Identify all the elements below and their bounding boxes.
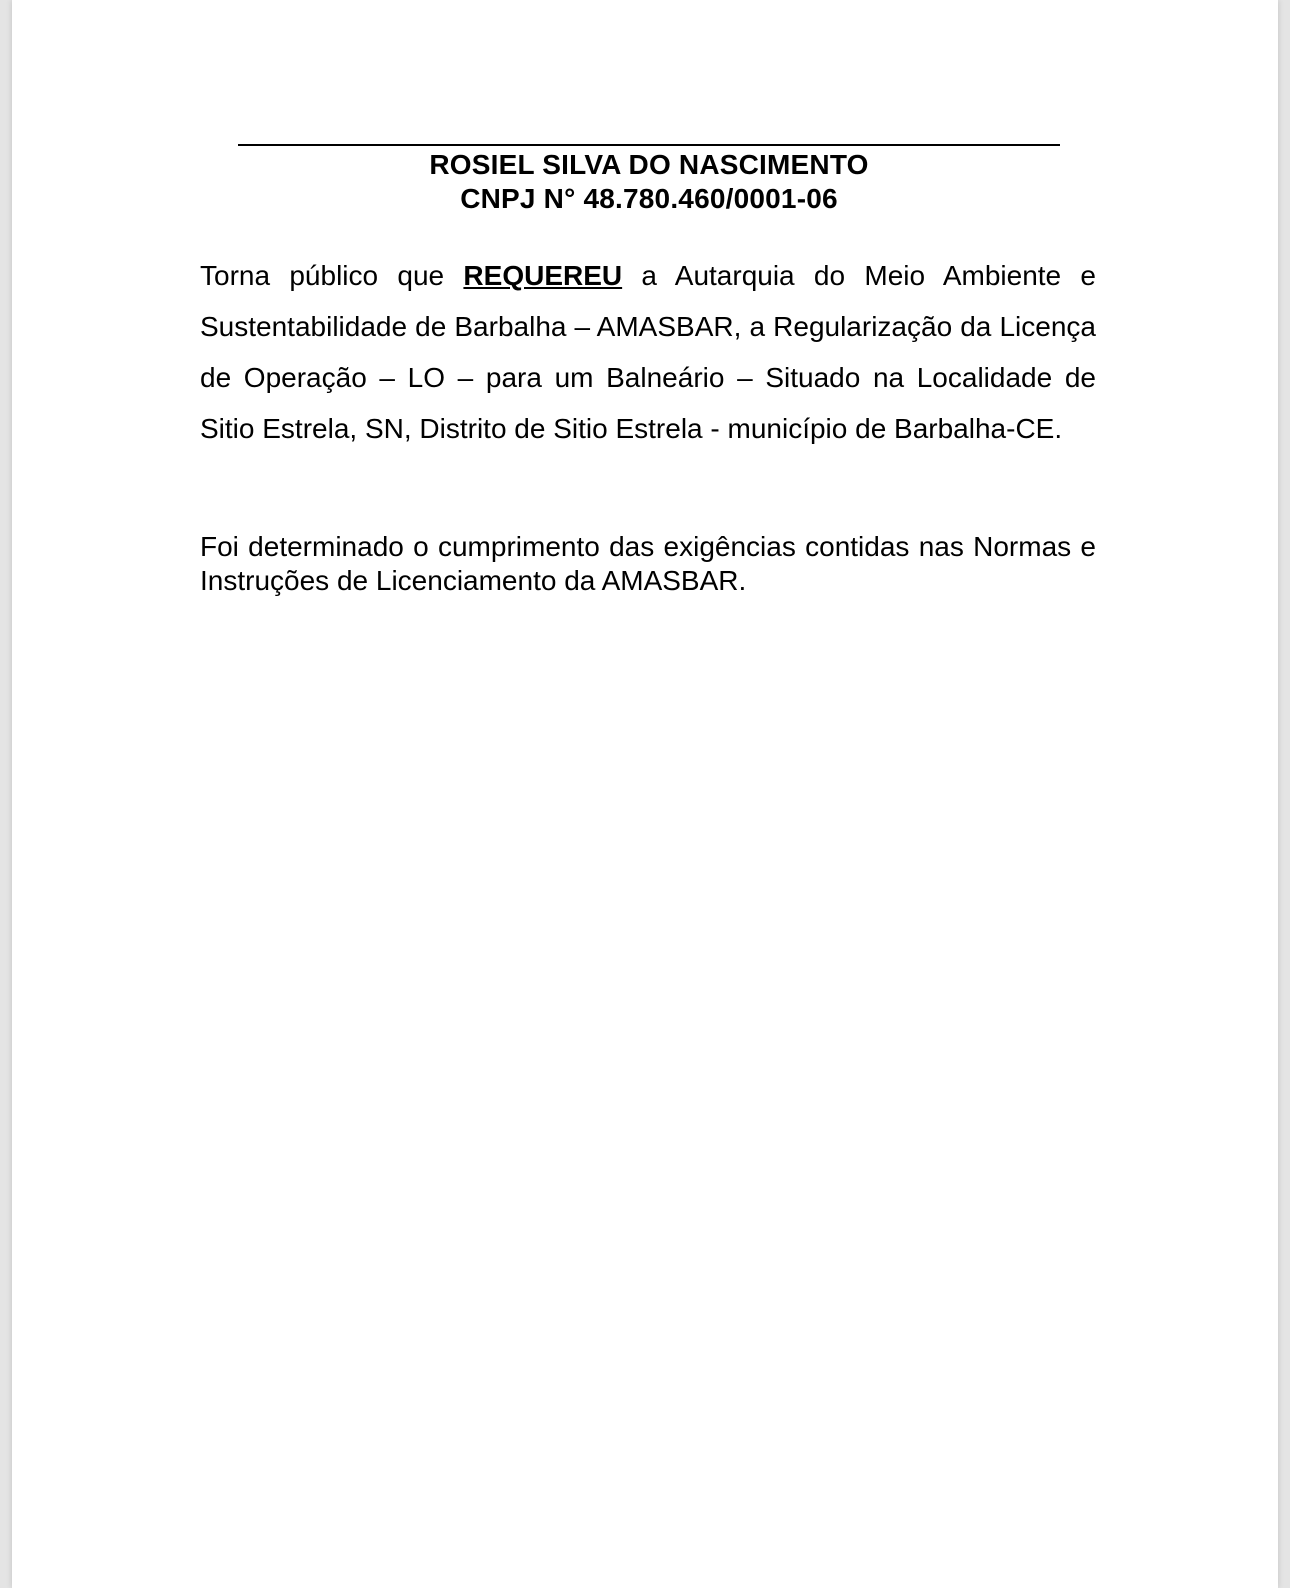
- signature-line: [238, 144, 1060, 146]
- notice-prefix: Torna público que: [200, 260, 464, 291]
- company-name: ROSIEL SILVA DO NASCIMENTO: [429, 149, 869, 180]
- notice-paragraph: [200, 250, 1096, 454]
- determination-paragraph: Foi determinado o cumprimento das exigências contidas nas Normas e Instruções de Licenciamento da AMASBAR.: [200, 531, 1096, 596]
- notice-suffix: a Autarquia do Meio Ambiente e Sustentabilidade de Barbalha – AMASBAR, a Regularização da Licença de Operação – LO – para um Balneário – Situado na Localidade de Sitio Estrela, SN, Distrito de Sitio Estrela - município de Barbalha-CE.: [200, 260, 1097, 444]
- document-page: [12, 0, 1278, 1588]
- cnpj-number: CNPJ N° 48.780.460/0001-06: [460, 183, 838, 214]
- notice-emphasis: REQUEREU: [463, 260, 623, 291]
